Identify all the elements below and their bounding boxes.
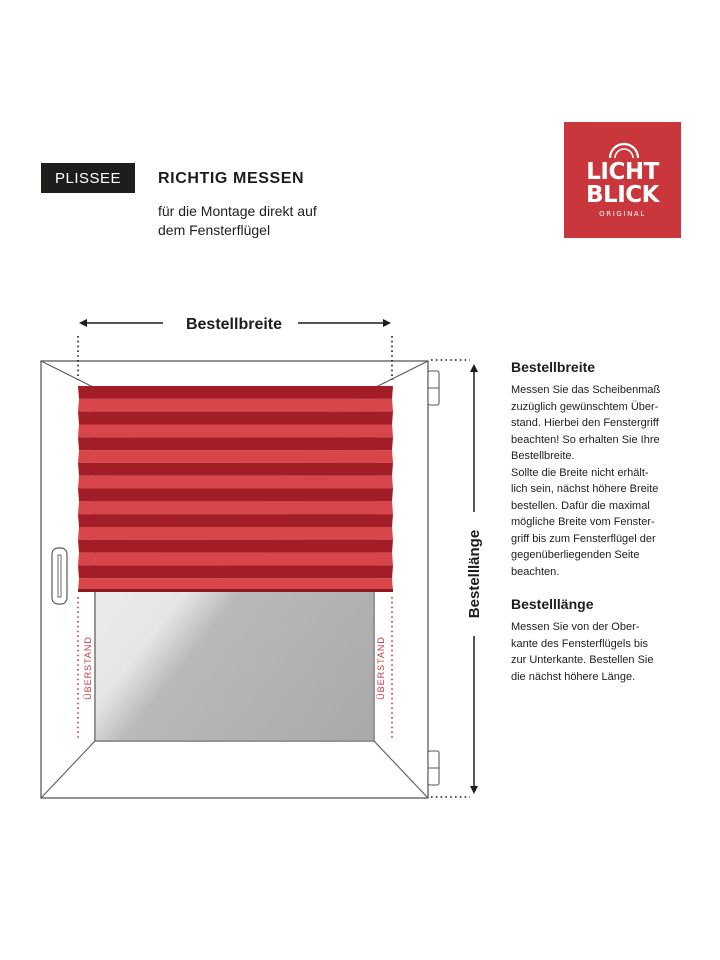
info-title-width: Bestellbreite [511,359,596,375]
text-line: stand. Hierbei den Fenstergriff [511,417,659,429]
width-label: Bestellbreite [185,316,283,333]
text-line: gegenüberliegenden Seite [511,549,640,561]
bottom-rail [78,589,393,592]
info-order-width [511,359,696,580]
pleat-fold [78,553,393,566]
pleat-fold [78,489,393,502]
logo-text-line1: LICHT [586,159,659,185]
pleat-fold [78,424,393,437]
subtitle-line: für die Montage direkt auf [158,203,317,219]
height-label: Bestelllänge [466,529,483,619]
pleat-fold [78,450,393,463]
info-title-length: Bestelllänge [511,596,594,612]
text-line: kante des Fensterflügels bis [511,637,648,650]
arrow-left-icon [79,319,87,327]
overlap-label-right: ÜBERSTAND [376,636,386,700]
pleat-fold [78,501,393,514]
text-line: die nächst höhere Länge. [511,670,636,683]
window-handle-icon [52,548,67,604]
window-hinge-top-icon [428,371,439,405]
height-dimension [431,360,483,797]
pleated-blind [78,386,393,592]
product-badge: PLISSEE [41,163,135,193]
pleat-fold [78,463,393,476]
text-line: Messen Sie das Scheibenmaß [511,384,661,396]
pleat-fold [78,399,393,412]
pleat-fold [78,565,393,578]
pleat-fold [78,527,393,540]
logo-text-line3: ORIGINAL [599,210,646,218]
arrow-up-icon [470,364,478,372]
text-line: lich sein, nächst höhere Breite [511,483,659,495]
text-line: beachten! So erhalten Sie Ihre [511,433,660,446]
arrow-right-icon [383,319,391,327]
pleat-fold [78,514,393,527]
page-title: RICHTIG MESSEN [158,170,305,187]
text-line: beachten. [511,565,560,578]
arrow-down-icon [470,786,478,794]
text-line: mögliche Breite vom Fenster- [511,516,655,528]
logo-text-line2: BLICK [586,182,659,208]
pleat-fold [78,437,393,450]
pleat-fold [78,412,393,425]
text-line: zuzüglich gewünschtem Über- [511,400,659,413]
text-line: bestellen. Dafür die maximal [511,499,650,512]
text-line: Bestellbreite. [511,450,575,462]
info-text-length [511,619,696,685]
info-text-width [511,382,696,580]
info-order-length [511,596,696,685]
pleat-fold [78,540,393,553]
text-line: Messen Sie von der Ober- [511,621,640,633]
window-hinge-bottom-icon [428,751,439,785]
text-line: griff bis zum Fensterflügel der [511,532,656,545]
pleat-fold [78,476,393,489]
text-line: Sollte die Breite nicht erhält- [511,466,649,479]
subtitle-line: dem Fensterflügel [158,222,271,238]
overlap-label-left: ÜBERSTAND [83,636,93,700]
text-line: zur Unterkante. Bestellen Sie [511,654,654,666]
pleat-fold [78,386,393,399]
